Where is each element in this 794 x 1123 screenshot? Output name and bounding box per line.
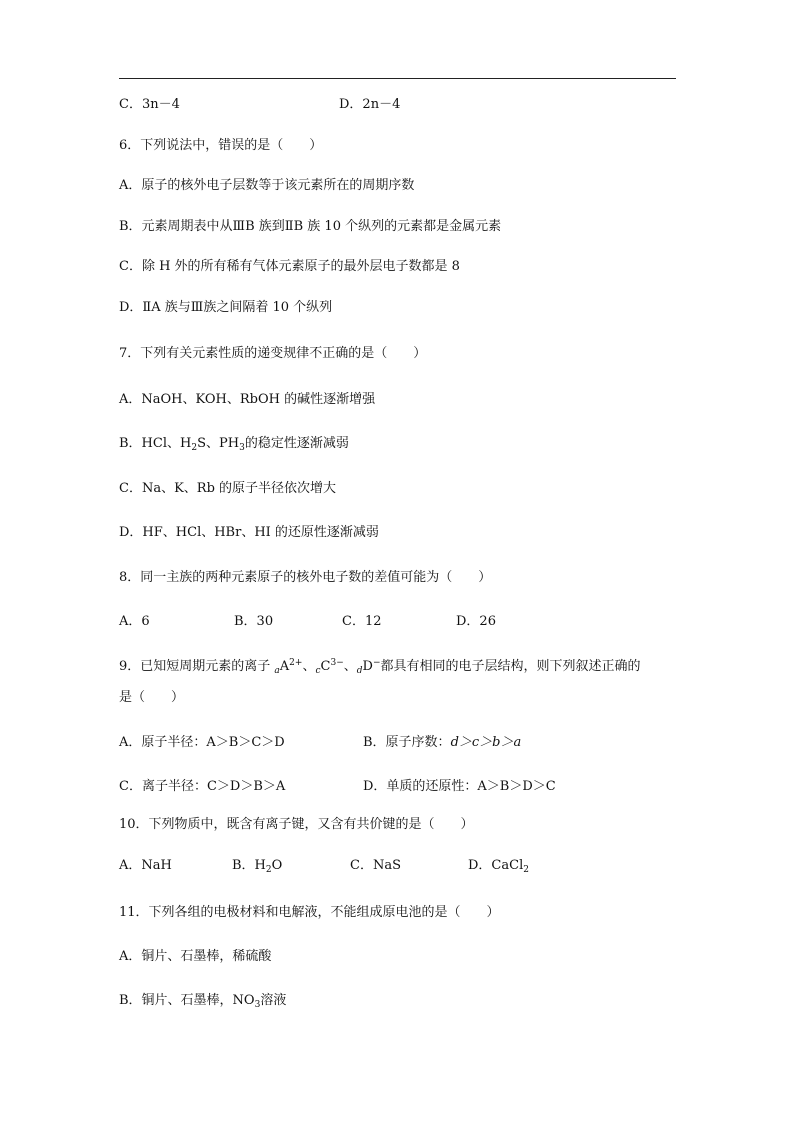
q10-option-b: B．$H_2O$	[232, 858, 283, 875]
q9-option-a: A．原子半径：A＞B＞C＞D	[119, 735, 285, 750]
q6-stem: 6．下列说法中，错误的是（ ）	[119, 138, 323, 153]
q9-option-c: C．离子半径：C＞D＞B＞A	[119, 779, 286, 794]
header-rule	[119, 78, 676, 79]
q9-option-d: D．单质的还原性：A＞B＞D＞C	[363, 779, 556, 794]
q7-stem: 7．下列有关元素性质的递变规律不正确的是（ ）	[119, 346, 427, 361]
q8-option-b: B．30	[234, 614, 274, 629]
q8-option-a: A．6	[119, 614, 150, 629]
q10-option-c: C．NaS	[350, 858, 401, 873]
q7-option-b: B．HCl、$H_2S$、$PH_3$的稳定性逐渐减弱	[119, 436, 349, 453]
q6-option-a: A．原子的核外电子层数等于该元素所在的周期序数	[119, 178, 415, 193]
q11-option-a: A．铜片、石墨棒，稀硫酸	[119, 949, 272, 964]
q8-option-d: D．26	[456, 614, 496, 629]
q11-stem: 11．下列各组的电极材料和电解液，不能组成原电池的是（ ）	[119, 905, 500, 920]
q7-option-d: D．HF、HCl、HBr、HI 的还原性逐渐减弱	[119, 525, 379, 540]
q9-option-b: B．原子序数：d＞c＞b＞a	[363, 735, 522, 750]
q9-stem-continued: 是（ ）	[119, 690, 185, 705]
q10-option-a: A．NaH	[119, 858, 172, 873]
q8-stem: 8．同一主族的两种元素原子的核外电子数的差值可能为（ ）	[119, 570, 492, 585]
q8-option-c: C．12	[342, 614, 382, 629]
q10-option-d: D．CaCl$_2$	[468, 858, 529, 875]
q6-option-c: C．除 H 外的所有稀有气体元素原子的最外层电子数都是 8	[119, 259, 460, 274]
q11-option-b: B．铜片、石墨棒，$NO_3$溶液	[119, 993, 287, 1010]
q7-option-c: C．Na、K、Rb 的原子半径依次增大	[119, 481, 337, 496]
q5-option-d: D．2n－4	[339, 97, 401, 112]
q7-option-a: A．NaOH、KOH、RbOH 的碱性逐渐增强	[119, 392, 376, 407]
q6-option-d: D．ⅡA 族与Ⅲ族之间隔着 10 个纵列	[119, 300, 333, 315]
q6-option-b: B．元素周期表中从ⅢB 族到ⅡB 族 10 个纵列的元素都是金属元素	[119, 219, 502, 234]
q9-stem: 9．已知短周期元素的离子 $_aA^{2+}$、$_cC^{3-}$、$_d$D−都具有相同的电子层结构，则下列叙述正确的	[119, 658, 641, 676]
q10-stem: 10．下列物质中，既含有离子键，又含有共价键的是（ ）	[119, 817, 474, 832]
q5-option-c: C．3n－4	[119, 97, 180, 112]
